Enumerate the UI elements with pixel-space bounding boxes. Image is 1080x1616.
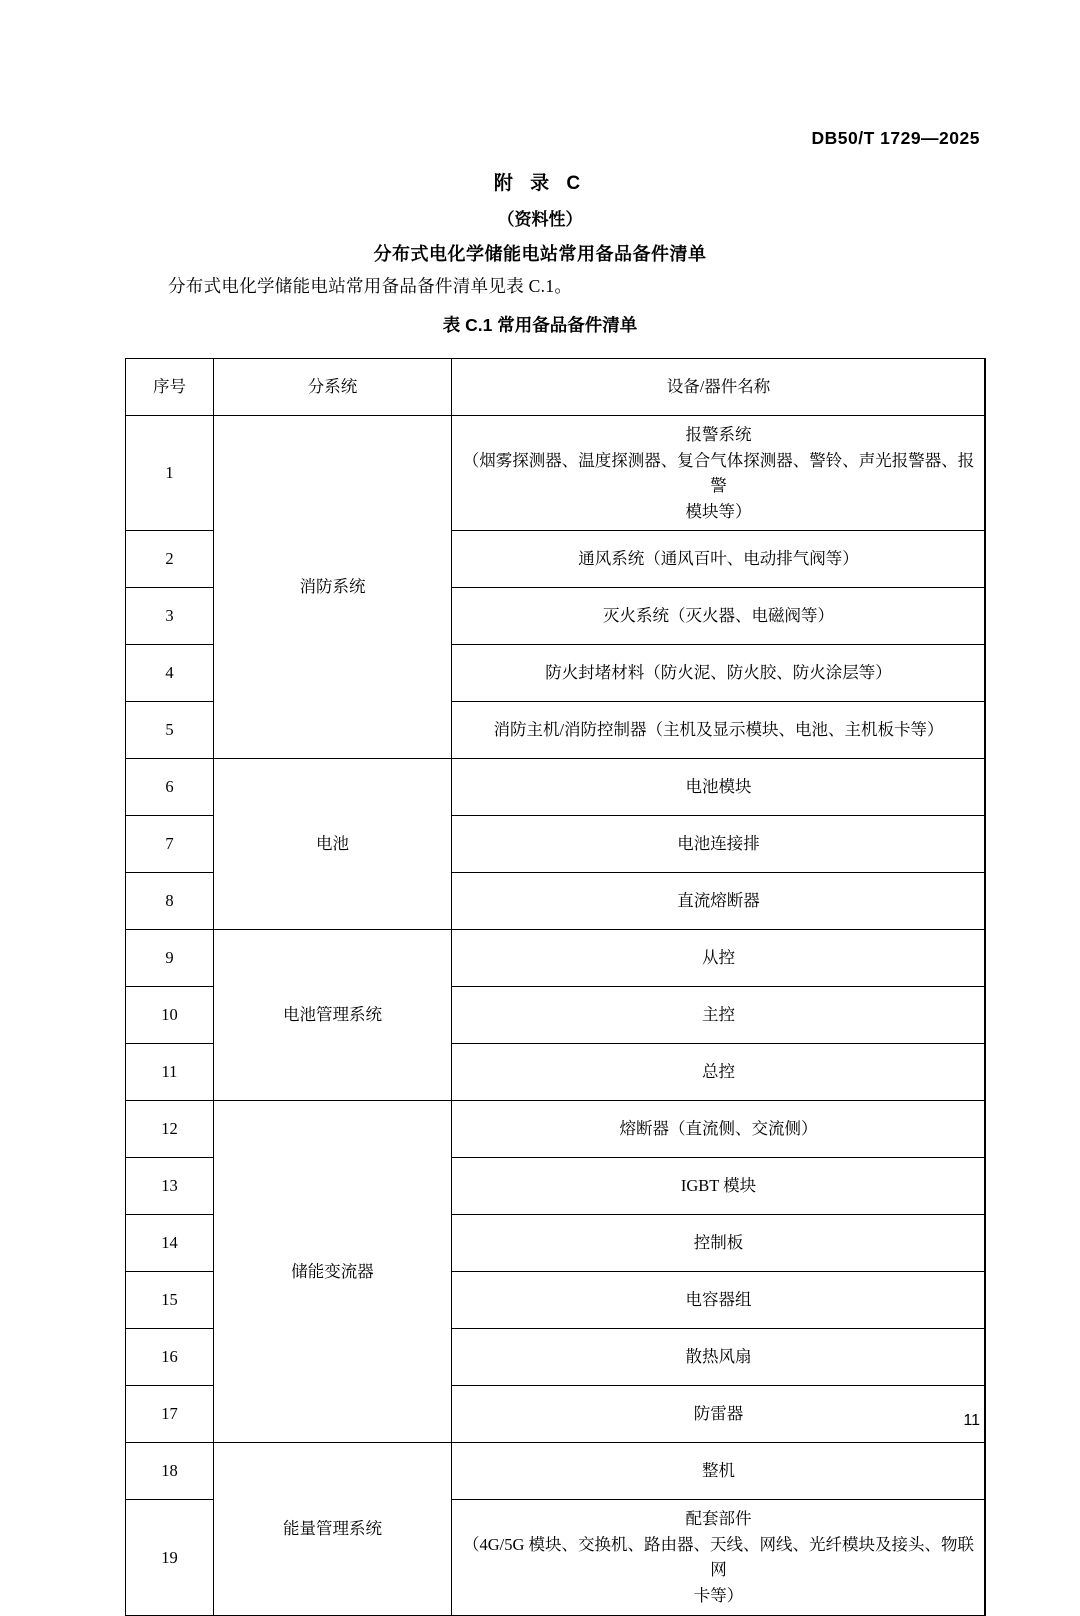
row-subsystem: 消防系统 (214, 416, 452, 759)
table-caption: 表 C.1 常用备品备件清单 (442, 315, 638, 335)
row-subsystem: 储能变流器 (214, 1101, 452, 1443)
device-line-1: 配套部件 (685, 1509, 752, 1529)
device-line-3: 模块等） (685, 501, 752, 521)
row-no: 9 (126, 930, 214, 987)
device-line-1: 报警系统 (685, 425, 752, 444)
table-row (126, 416, 986, 531)
row-no: 8 (126, 873, 214, 930)
row-device: 从控 (452, 930, 986, 987)
column-header-no: 序号 (126, 359, 214, 416)
row-no: 15 (126, 1272, 214, 1329)
row-device: 防雷器 (452, 1386, 986, 1443)
row-subsystem: 电池 (214, 759, 452, 930)
row-no: 6 (126, 759, 214, 816)
appendix-title-block (0, 168, 1080, 266)
row-device: 总控 (452, 1044, 986, 1101)
row-no: 11 (126, 1044, 214, 1101)
row-device: 电池模块 (452, 759, 986, 816)
row-no: 19 (126, 1500, 214, 1615)
row-no: 17 (126, 1386, 214, 1443)
row-device: 主控 (452, 987, 986, 1044)
row-no: 3 (126, 588, 214, 645)
device-line-2: （4G/5G 模块、交换机、路由器、天线、网线、光纤模块及接头、物联网 (462, 1534, 975, 1580)
row-no: 14 (126, 1215, 214, 1272)
row-device: 直流熔断器 (452, 873, 986, 930)
row-no: 18 (126, 1443, 214, 1500)
row-no: 13 (126, 1158, 214, 1215)
standard-code-header: DB50/T 1729—2025 (811, 128, 980, 148)
row-device: 电池连接排 (452, 816, 986, 873)
row-subsystem: 电池管理系统 (214, 930, 452, 1101)
appendix-title: 分布式电化学储能电站常用备品备件清单 (373, 244, 707, 264)
row-no: 2 (126, 531, 214, 588)
row-device: 通风系统（通风百叶、电动排气阀等） (452, 531, 986, 588)
row-device: 控制板 (452, 1215, 986, 1272)
row-device: 散热风扇 (452, 1329, 986, 1386)
appendix-kind: （资料性） (497, 210, 583, 229)
device-line-3: 卡等） (693, 1585, 744, 1605)
row-device: IGBT 模块 (452, 1158, 986, 1215)
row-device (452, 1500, 986, 1615)
appendix-label: 附 录 C (493, 173, 587, 194)
column-header-device: 设备/器件名称 (452, 359, 986, 416)
row-device: 消防主机/消防控制器（主机及显示模块、电池、主机板卡等） (452, 702, 986, 759)
column-header-subsystem: 分系统 (214, 359, 452, 416)
row-device: 整机 (452, 1443, 986, 1500)
row-subsystem: 能量管理系统 (214, 1443, 452, 1615)
row-device (452, 416, 986, 531)
row-no: 16 (126, 1329, 214, 1386)
row-device: 灭火系统（灭火器、电磁阀等） (452, 588, 986, 645)
row-device: 电容器组 (452, 1272, 986, 1329)
row-no: 10 (126, 987, 214, 1044)
intro-paragraph: 分布式电化学储能电站常用备品备件清单见表 C.1。 (168, 276, 573, 296)
table-row (126, 1443, 986, 1500)
table-header-row (126, 359, 986, 416)
row-no: 5 (126, 702, 214, 759)
row-no: 4 (126, 645, 214, 702)
row-device: 防火封堵材料（防火泥、防火胶、防火涂层等） (452, 645, 986, 702)
page-number: 11 (963, 1412, 980, 1429)
device-line-2: （烟雾探测器、温度探测器、复合气体探测器、警铃、声光报警器、报警 (462, 450, 975, 496)
row-no: 1 (126, 416, 214, 531)
row-no: 12 (126, 1101, 214, 1158)
spare-parts-table (125, 358, 986, 1616)
table-row (126, 930, 986, 987)
table-row (126, 759, 986, 816)
row-device: 熔断器（直流侧、交流侧） (452, 1101, 986, 1158)
table-row (126, 1101, 986, 1158)
row-no: 7 (126, 816, 214, 873)
